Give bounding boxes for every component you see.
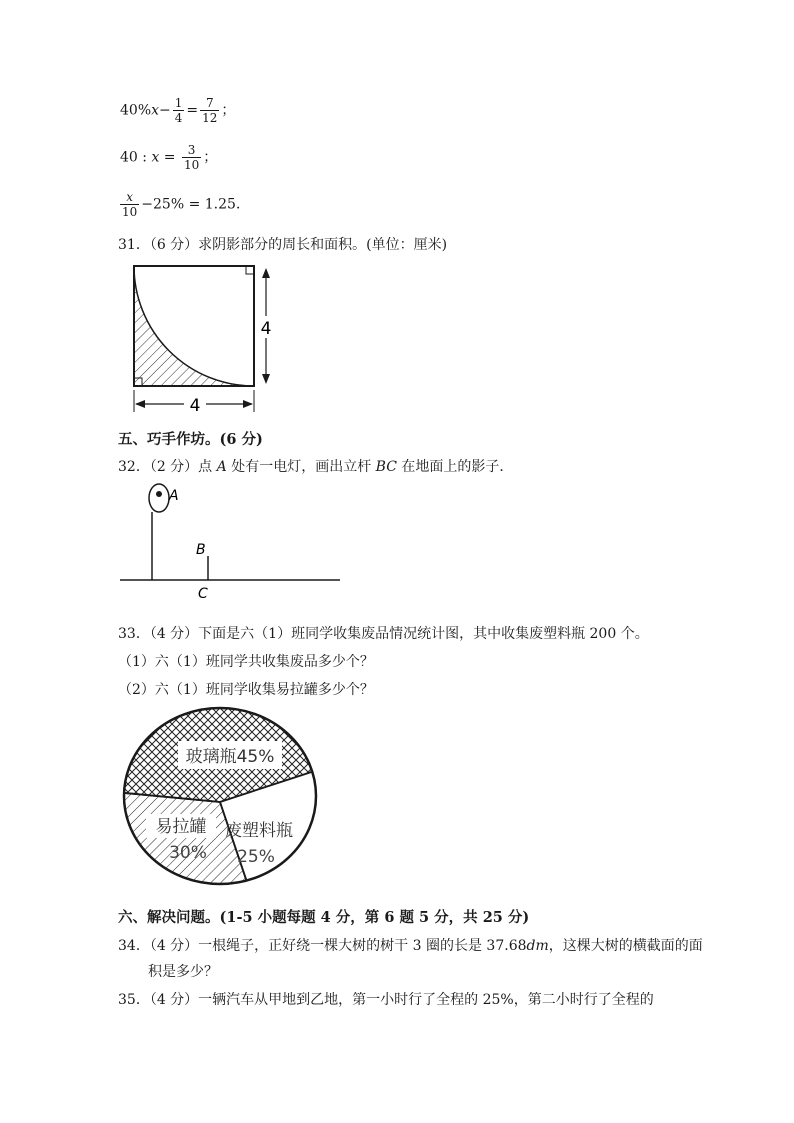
variable-x: x [151, 149, 160, 166]
side-length-label: 4 [260, 319, 272, 339]
question-34-continued: 积是多少？ [148, 964, 218, 980]
bottom-length-label: 4 [189, 396, 201, 416]
arrowhead-icon [262, 374, 270, 384]
fraction: $\frac{7}{12}$ [202, 96, 218, 125]
fraction: $\frac{x}{10}$ [122, 190, 138, 219]
label-B: B [196, 542, 206, 558]
section-6-title: 六、解决问题。(1-5 小题每题 4 分，第 6 题 5 分，共 25 分) [118, 909, 530, 926]
question-33-sub1: （1）六（1）班同学共收集废品多少个？ [118, 654, 374, 670]
pie-chart [116, 700, 326, 890]
question-32: 32．（2 分）点 A 处有一电灯，画出立杆 BC 在地面上的影子． [118, 459, 514, 475]
lamp-icon [149, 484, 169, 512]
slice-label-cans: 易拉罐 [155, 817, 207, 837]
fraction: $\frac{1}{4}$ [174, 96, 183, 125]
question-33: 33．（4 分）下面是六（1）班同学收集废品情况统计图，其中收集废塑料瓶 200 个。 [118, 626, 649, 642]
label-C: C [198, 586, 208, 602]
label-A: A [169, 488, 179, 504]
q32-figure [118, 478, 348, 604]
slice-label-plastic: 废塑料瓶 [225, 821, 293, 841]
question-31: 31．（6 分）求阴影部分的周长和面积。(单位：厘米) [118, 237, 448, 253]
shaded-region [134, 266, 254, 386]
light-point-A [156, 491, 162, 497]
equation-2: 40 : x = $\frac{3}{10}$ ； [120, 143, 218, 172]
slice-value-plastic: 25% [237, 847, 275, 867]
fraction: $\frac{3}{10}$ [183, 143, 200, 172]
slice-label-glass: 玻璃瓶45% [185, 747, 275, 767]
equation-3: $\frac{x}{10}$ −25% = 1.25． [122, 190, 250, 219]
equation-1: 40%x− $\frac{1}{4}$ = $\frac{7}{12}$ ； [120, 96, 236, 125]
question-35: 35．（4 分）一辆汽车从甲地到乙地，第一小时行了全程的 25%，第二小时行了全程的 [118, 992, 654, 1008]
q31-figure [128, 260, 288, 418]
arrowhead-icon [243, 400, 253, 408]
arrowhead-icon [262, 268, 270, 278]
arrowhead-icon [135, 400, 145, 408]
question-34: 34．（4 分）一根绳子，正好绕一棵大树的树干 3 圈的长是 37.68dm，这棵大树的横截面的面 [118, 938, 703, 954]
variable-x: x [151, 102, 160, 119]
slice-value-cans: 30% [169, 843, 207, 863]
right-angle-mark [246, 266, 254, 274]
question-33-sub2: （2）六（1）班同学收集易拉罐多少个？ [118, 682, 374, 698]
section-5-title: 五、巧手作坊。(6 分) [118, 431, 263, 448]
